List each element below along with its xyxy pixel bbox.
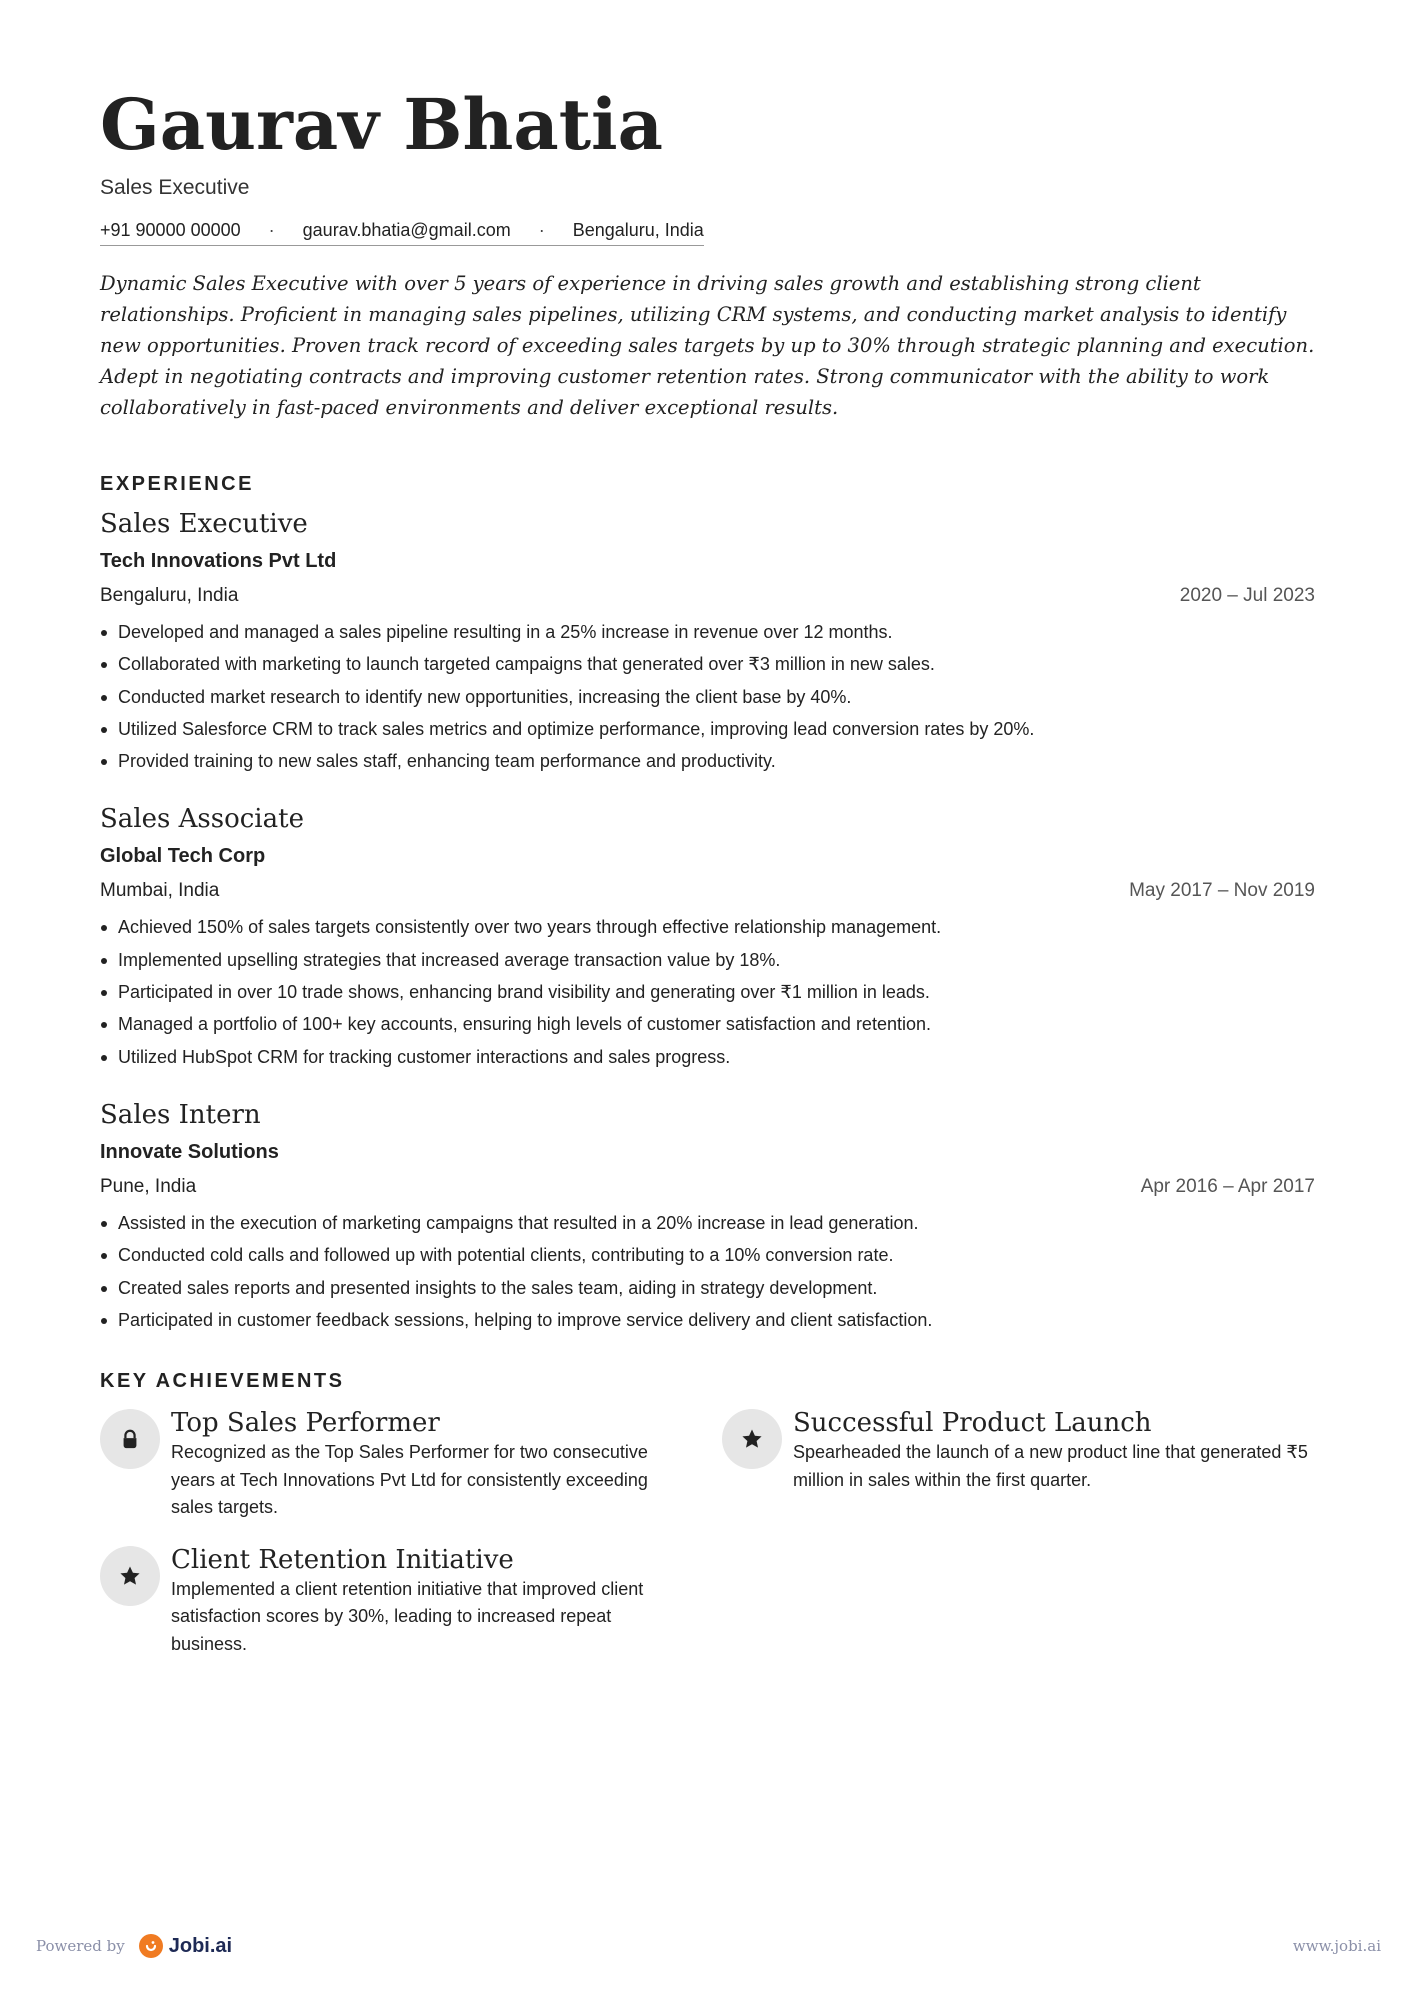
jobi-logo[interactable]: [139, 1934, 232, 1958]
company-name: Tech Innovations Pvt Ltd: [100, 550, 337, 572]
job-meta: [100, 873, 1315, 909]
experience-heading: EXPERIENCE: [100, 473, 254, 495]
bullet-item: Conducted market research to identify new opportunities, increasing the client base by 40%.: [100, 681, 1315, 713]
star-icon: [722, 1409, 782, 1469]
bullet-item: Assisted in the execution of marketing campaigns that resulted in a 20% increase in lead generation.: [100, 1207, 1315, 1239]
professional-summary: Dynamic Sales Executive with over 5 years of experience in driving sales growth and establishing strong client relationships. Proficient in managing sales pipelines, utilizing CRM systems, and conducting market analysis to identify new opportunities. Proven track record of exceeding sales targets by up to 30% through strategic planning and execution. Adept in negotiating contracts and improving customer retention rates. Strong communicator with the ability to work collaboratively in fast-paced environments and deliver exceptional results.: [100, 272, 1315, 419]
achievement-title: Top Sales Performer: [171, 1408, 440, 1439]
achievement-item: [100, 1407, 722, 1522]
job-entry: [100, 506, 1315, 777]
job-entry: [100, 1097, 1315, 1336]
resume-page: [100, 80, 1315, 1658]
achievement-item: [100, 1544, 722, 1659]
bullet-item: Utilized HubSpot CRM for tracking customer interactions and sales progress.: [100, 1041, 1315, 1073]
achievement-title: Client Retention Initiative: [171, 1544, 514, 1575]
star-icon: [100, 1546, 160, 1606]
powered-by-label: Powered by: [36, 1937, 125, 1955]
page-footer: [36, 1930, 1381, 1964]
achievement-description: Spearheaded the launch of a new product line that generated ₹5 million in sales within the first quarter.: [793, 1442, 1308, 1490]
job-bullets: [100, 616, 1315, 777]
bullet-item: Achieved 150% of sales targets consistently over two years through effective relationship management.: [100, 911, 1315, 943]
achievement-description: Implemented a client retention initiative that improved client satisfaction scores by 30%, leading to increased repeat business.: [171, 1578, 644, 1654]
job-location: Mumbai, India: [100, 880, 220, 902]
achievements-heading: KEY ACHIEVEMENTS: [100, 1370, 345, 1393]
job-dates: May 2017 – Nov 2019: [1129, 880, 1315, 902]
bullet-item: Conducted cold calls and followed up with potential clients, contributing to a 10% conversion rate.: [100, 1239, 1315, 1271]
phone-number[interactable]: +91 90000 00000: [100, 220, 241, 240]
location: Bengaluru, India: [572, 220, 704, 240]
lock-icon: [100, 1409, 160, 1469]
jobi-logo-icon: [139, 1934, 163, 1958]
separator-dot: ·: [268, 220, 275, 240]
candidate-title: Sales Executive: [100, 176, 250, 199]
separator-dot: ·: [538, 220, 545, 240]
job-dates: 2020 – Jul 2023: [1179, 585, 1315, 606]
bullet-item: Participated in over 10 trade shows, enhancing brand visibility and generating over ₹1 million in leads.: [100, 976, 1315, 1008]
job-bullets: [100, 1207, 1315, 1336]
candidate-name: Gaurav Bhatia: [100, 83, 664, 166]
job-title: Sales Intern: [100, 1099, 261, 1130]
job-dates: Apr 2016 – Apr 2017: [1140, 1175, 1315, 1197]
achievements-grid: [100, 1407, 1315, 1658]
jobi-brand: Jobi.ai: [168, 1934, 233, 1957]
bullet-item: Implemented upselling strategies that increased average transaction value by 18%.: [100, 944, 1315, 976]
job-location: Pune, India: [100, 1175, 197, 1197]
company-name: Innovate Solutions: [100, 1140, 279, 1163]
powered-by: [36, 1934, 232, 1958]
job-title: Sales Associate: [100, 804, 304, 835]
email-address[interactable]: gaurav.bhatia@gmail.com: [302, 220, 511, 240]
achievement-description: Recognized as the Top Sales Performer for two consecutive years at Tech Innovations Pvt Ltd for consistently exceeding sales targets.: [171, 1442, 648, 1518]
site-url[interactable]: www.jobi.ai: [1292, 1937, 1381, 1955]
company-name: Global Tech Corp: [100, 845, 266, 868]
bullet-item: Managed a portfolio of 100+ key accounts, ensuring high levels of customer satisfaction and retention.: [100, 1008, 1315, 1040]
bullet-item: Developed and managed a sales pipeline resulting in a 25% increase in revenue over 12 months.: [100, 616, 1315, 648]
job-title: Sales Executive: [100, 509, 308, 539]
job-location: Bengaluru, India: [100, 585, 239, 606]
contact-line: [100, 220, 704, 246]
bullet-item: Participated in customer feedback sessions, helping to improve service delivery and client satisfaction.: [100, 1304, 1315, 1336]
achievement-item: [722, 1407, 1315, 1522]
achievement-title: Successful Product Launch: [793, 1408, 1152, 1439]
job-bullets: [100, 911, 1315, 1072]
job-entry: [100, 801, 1315, 1072]
job-meta: [100, 578, 1315, 614]
bullet-item: Created sales reports and presented insights to the sales team, aiding in strategy development.: [100, 1272, 1315, 1304]
bullet-item: Utilized Salesforce CRM to track sales metrics and optimize performance, improving lead conversion rates by 20%.: [100, 713, 1315, 745]
bullet-item: Collaborated with marketing to launch targeted campaigns that generated over ₹3 million in new sales.: [100, 648, 1315, 680]
bullet-item: Provided training to new sales staff, enhancing team performance and productivity.: [100, 745, 1315, 777]
job-meta: [100, 1169, 1315, 1205]
